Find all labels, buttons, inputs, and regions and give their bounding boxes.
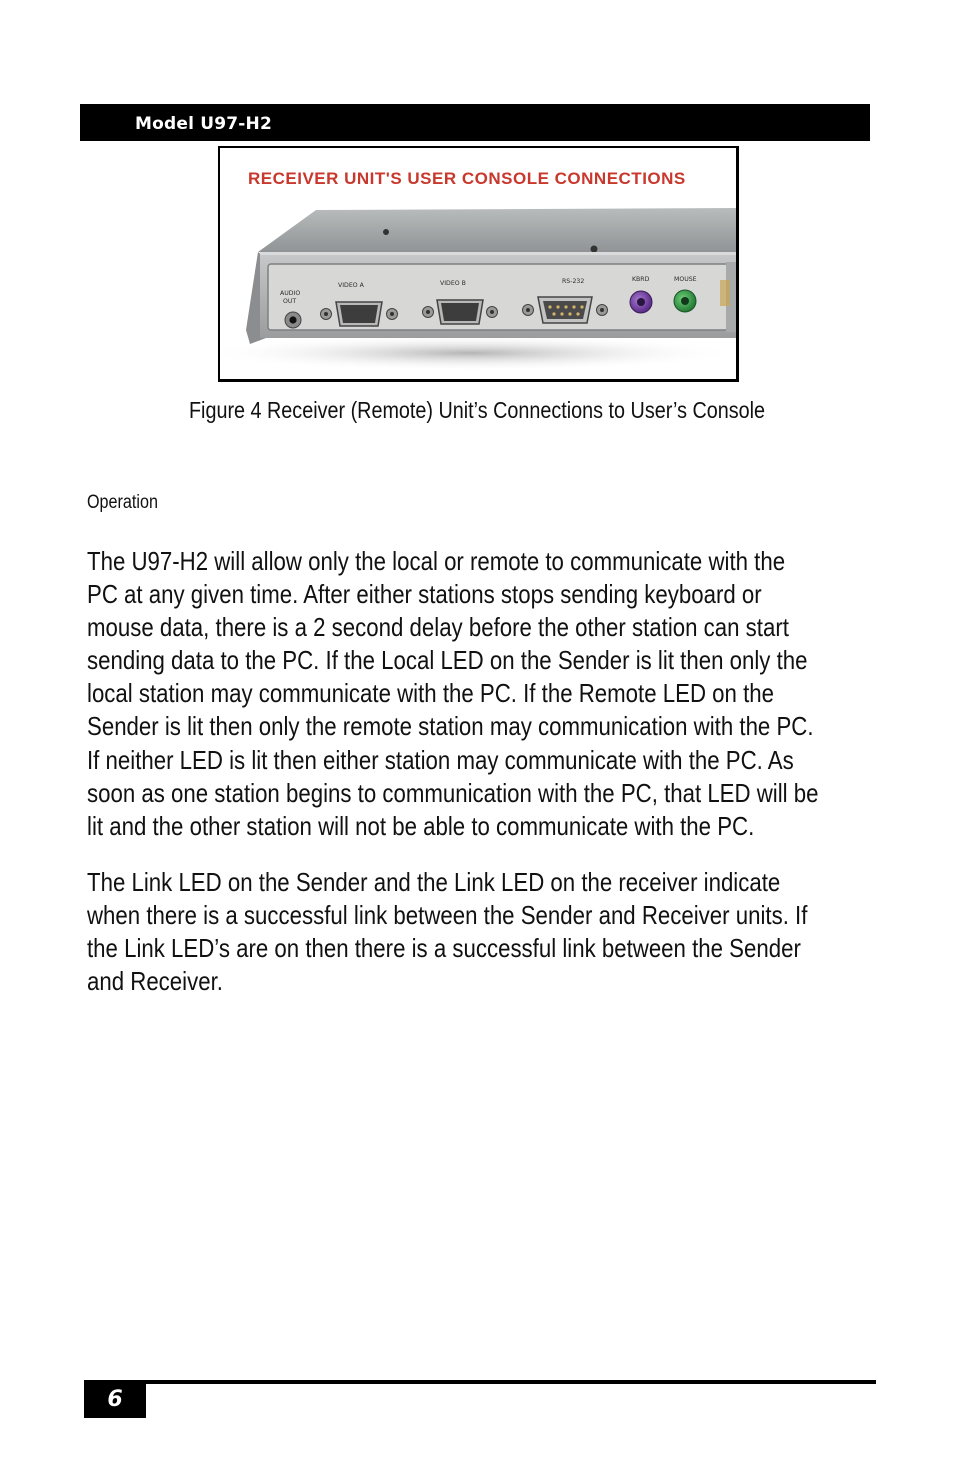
text-line: local station may communicate with the PC. If the Remote LED on the (87, 678, 774, 709)
port-label-mouse: MOUSE (674, 276, 697, 283)
port-label-audio-2: OUT (283, 298, 297, 305)
text-line: the Link LED’s are on then there is a successful link between the Sender (87, 933, 801, 964)
text-line: Sender is lit then only the remote station may communication with the PC. (87, 711, 814, 742)
header-bar (80, 104, 870, 141)
port-label-audio-1: AUDIO (280, 290, 301, 297)
text-line: when there is a successful link between the Sender and Receiver units. If (87, 900, 808, 931)
text-line: If neither LED is lit then either station may communicate with the PC. As (87, 744, 794, 775)
figure-image (218, 146, 739, 382)
text-line: The Link LED on the Sender and the Link LED on the receiver indicate (87, 867, 781, 897)
device-photo (220, 148, 736, 379)
footer-rule (84, 1380, 876, 1384)
figure-caption: Figure 4 Receiver (Remote) Unit’s Connections to User’s Console (188, 397, 766, 423)
text-line: soon as one station begins to communication with the PC, that LED will be (87, 777, 819, 808)
page-number-box (84, 1382, 146, 1418)
page-number: 6 (107, 1387, 123, 1412)
paragraph-operation (87, 545, 874, 843)
text-line: sending data to the PC. If the Local LED on the Sender is lit then only the (87, 645, 808, 676)
text-line: mouse data, there is a 2 second delay before the other station can start (87, 612, 789, 643)
port-label-video-a: VIDEO A (338, 282, 364, 289)
paragraph-link-led (87, 866, 874, 998)
port-label-kbrd: KBRD (632, 276, 650, 283)
section-label: Operation (87, 492, 158, 513)
text-line: and Receiver. (87, 966, 223, 997)
banner-title: RECEIVER UNIT'S USER CONSOLE CONNECTIONS (248, 169, 686, 188)
model-title: Model U97-H2 (135, 114, 273, 134)
port-label-rs232: RS-232 (562, 278, 585, 285)
text-line: lit and the other station will not be able to communicate with the PC. (87, 810, 755, 841)
text-line: The U97-H2 will allow only the local or remote to communicate with the (87, 546, 786, 576)
text-line: PC at any given time. After either stations stops sending keyboard or (87, 579, 762, 610)
port-label-video-b: VIDEO B (440, 280, 466, 287)
